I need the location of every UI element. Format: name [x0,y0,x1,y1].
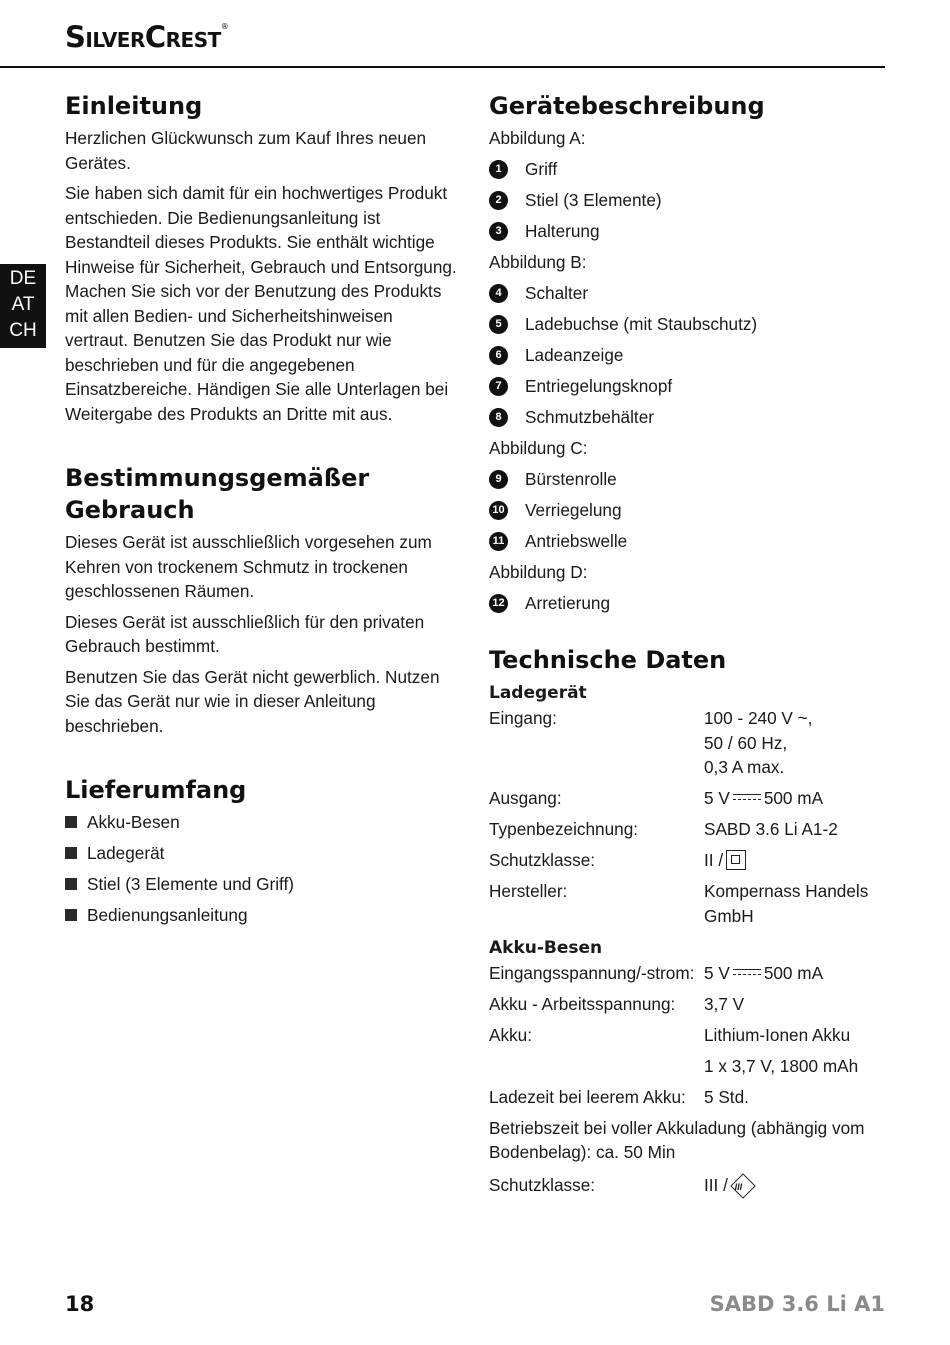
intended-use-paragraph: Benutzen Sie das Gerät nicht gewerblich. Nutzen Sie das Gerät nur wie in dieser Anleitung beschrieben. [65,666,440,736]
intended-use-paragraph: Dieses Gerät ist ausschließlich vorgesehen zum Kehren von trockenem Schmutz in trockenen geschlossenen Räumen. [65,532,432,601]
part-item: 4 Schalter [489,281,889,306]
bullet-square-icon [65,878,77,890]
spec-row: Ausgang: 5 V 500 mA [489,788,824,808]
header-rule [0,66,885,68]
part-item: 6 Ladeanzeige [489,343,889,368]
intro-paragraph: Herzlichen Glückwunsch zum Kauf Ihres neuen Gerätes. [65,128,427,173]
intended-use-heading: Bestimmungsgemäßer Gebrauch [65,464,370,524]
lang-ch: CH [9,320,37,341]
description-heading: Gerätebeschreibung [489,92,765,120]
list-item: Akku-Besen [65,810,460,835]
dc-symbol-icon [733,968,761,978]
protection-class-2-icon [726,850,746,870]
part-number-icon: 4 [489,284,508,303]
part-number-icon: 9 [489,470,508,489]
scope-heading: Lieferumfang [65,776,247,804]
part-item: 2 Stiel (3 Elemente) [489,188,889,213]
spec-row: Eingang: 100 - 240 V ~, 50 / 60 Hz, 0,3 A max. [489,708,813,777]
intro-paragraph: Sie haben sich damit für ein hochwertiges Produkt entschieden. Die Bedienungsanleitung ist Bestandteil dieses Produkts. Sie enthält wichtige Hinweise für Sicherheit, Gebrauch und Entsorgung. Machen Sie sich vor der Benutzung des Produkts mit allen Bedien- und Sicherheitshinweisen vertraut. Benutzen Sie das Produkt nur wie beschrieben und für die angegebenen Einsatzbereiche. Händigen Sie alle Unterlagen bei Weitergabe des Produkts an Dritte mit aus. [65,183,457,424]
registered-mark: ® [220,22,229,31]
page-number: 18 [65,1292,95,1316]
list-item: Bedienungsanleitung [65,903,460,928]
scope-list [65,810,460,928]
spec-row: Schutzklasse: III / III [489,1173,889,1198]
part-number-icon: 2 [489,191,508,210]
spec-row: Schutzklasse: II / [489,848,889,873]
part-item: 5 Ladebuchse (mit Staubschutz) [489,312,889,337]
part-number-icon: 1 [489,160,508,179]
spec-row: Akku - Arbeitsspannung: 3,7 V [489,993,745,1014]
part-item: 1 Griff [489,157,889,182]
part-number-icon: 12 [489,594,508,613]
intended-use-paragraph: Dieses Gerät ist ausschließlich für den privaten Gebrauch bestimmt. [65,611,425,656]
charger-subheading: Ladegerät [489,683,587,703]
bullet-square-icon [65,909,77,921]
lang-de: DE [9,268,37,289]
part-number-icon: 7 [489,377,508,396]
runtime-text: Betriebszeit bei voller Akkuladung (abhängig vom Bodenbelag): ca. 50 Min [489,1117,865,1162]
dc-symbol-icon [733,793,761,803]
part-item: 8 Schmutzbehälter [489,405,889,430]
spec-row: Eingangsspannung/-strom: 5 V 500 mA [489,962,824,983]
lang-at: AT [11,294,35,315]
intro-heading: Einleitung [65,92,203,120]
right-column [489,90,889,1204]
spec-row: Akku: Lithium-Ionen Akku 1 x 3,7 V, 1800 mAh [489,1024,859,1076]
figure-label: Abbildung C: [489,438,588,458]
figure-label: Abbildung D: [489,562,588,582]
part-number-icon: 11 [489,532,508,551]
left-column [65,90,460,934]
part-number-icon: 8 [489,408,508,427]
spec-row: Typenbezeichnung: SABD 3.6 Li A1-2 [489,819,838,839]
part-number-icon: 6 [489,346,508,365]
bullet-square-icon [65,847,77,859]
brand-name: SilverCrest [65,20,221,54]
part-number-icon: 10 [489,501,508,520]
part-number-icon: 5 [489,315,508,334]
part-item: 11 Antriebswelle [489,529,889,554]
part-number-icon: 3 [489,222,508,241]
figure-label: Abbildung B: [489,252,587,272]
broom-subheading: Akku-Besen [489,937,603,958]
part-item: 3 Halterung [489,219,889,244]
part-item: 7 Entriegelungsknopf [489,374,889,399]
figure-label: Abbildung A: [489,128,586,148]
part-item: 9 Bürstenrolle [489,467,889,492]
part-item: 12 Arretierung [489,591,889,616]
part-item: 10 Verriegelung [489,498,889,523]
spec-row: Hersteller: Kompernass Handels GmbH [489,881,869,926]
language-tab [0,264,46,348]
spec-row: Ladezeit bei leerem Akku: 5 Std. [489,1086,749,1107]
brand-logo [65,20,228,54]
list-item: Ladegerät [65,841,460,866]
tech-heading: Technische Daten [489,646,727,674]
model-name: SABD 3.6 Li A1 [709,1292,885,1316]
bullet-square-icon [65,816,77,828]
list-item: Stiel (3 Elemente und Griff) [65,872,460,897]
protection-class-3-icon: III [730,1173,755,1198]
